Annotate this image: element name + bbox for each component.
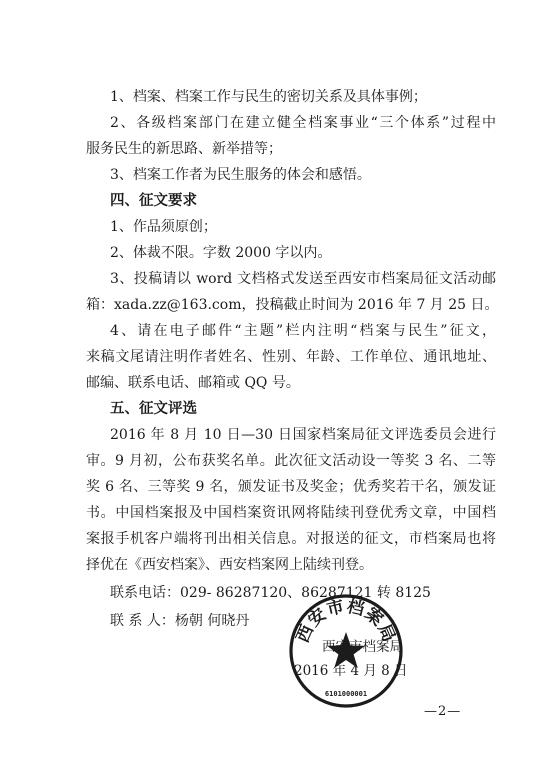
paragraph-line-4: 书。中国档案报及中国档案资讯网将陆续刊登优秀文章，中国档 (86, 505, 496, 521)
signature-organization: 西安市档案局 (322, 639, 403, 655)
paragraph-line-3: 奖 6 名、三等奖 9 名，颁发证书及奖金；优秀奖若干名，颁发证 (86, 479, 496, 495)
requirement-3-line-2: 箱：xada.zz@163.com，投稿截止时间为 2016 年 7 月 25 日。 (86, 297, 499, 313)
paragraph-line-6: 择优在《西安档案》、西安档案网上陆续刊登。 (86, 557, 373, 573)
paragraph-line-5: 案报手机客户端将刊出相关信息。对报送的征文，市档案局也将 (86, 531, 496, 547)
svg-text:西安市档案局: 西安市档案局 (292, 596, 400, 646)
section-heading-requirements: 四、征文要求 (110, 193, 197, 209)
requirement-4-line-1: 4、请在电子邮件“主题”栏内注明“档案与民生”征文， (110, 323, 496, 339)
requirement-4-line-2: 来稿文尾请注明作者姓名、性别、年龄、工作单位、通讯地址、 (86, 349, 496, 365)
paragraph-line-1: 2016 年 8 月 10 日—30 日国家档案局征文评选委员会进行 (110, 427, 496, 443)
list-item-2-line-2: 服务民生的新思路、新举措等； (86, 141, 282, 157)
signature-date: 2016 年 4 月 8 日 (294, 663, 408, 679)
requirement-1: 1、作品须原创； (110, 219, 217, 235)
page-number: —2— (424, 704, 462, 719)
contact-person: 联 系 人：杨朝 何晓丹 (110, 613, 250, 629)
list-item-3: 3、档案工作者为民生服务的体会和感悟。 (110, 167, 371, 183)
requirement-4-line-3: 邮编、联系电话、邮箱或 QQ 号。 (86, 375, 300, 391)
list-item-1: 1、档案、档案工作与民生的密切关系及具体事例； (110, 89, 427, 105)
contact-phone: 联系电话：029- 86287120、86287121 转 8125 (110, 585, 431, 601)
requirement-3-line-1: 3、投稿请以 word 文档格式发送至西安市档案局征文活动邮 (110, 271, 496, 287)
paragraph-line-2: 审。9 月初，公布获奖名单。此次征文活动设一等奖 3 名、二等 (86, 453, 496, 469)
section-heading-selection: 五、征文评选 (110, 401, 197, 417)
svg-text:6101000001: 6101000001 (324, 690, 368, 698)
list-item-2-line-1: 2、各级档案部门在建立健全档案事业“三个体系”过程中 (110, 115, 496, 131)
requirement-2: 2、体裁不限。字数 2000 字以内。 (110, 245, 332, 261)
